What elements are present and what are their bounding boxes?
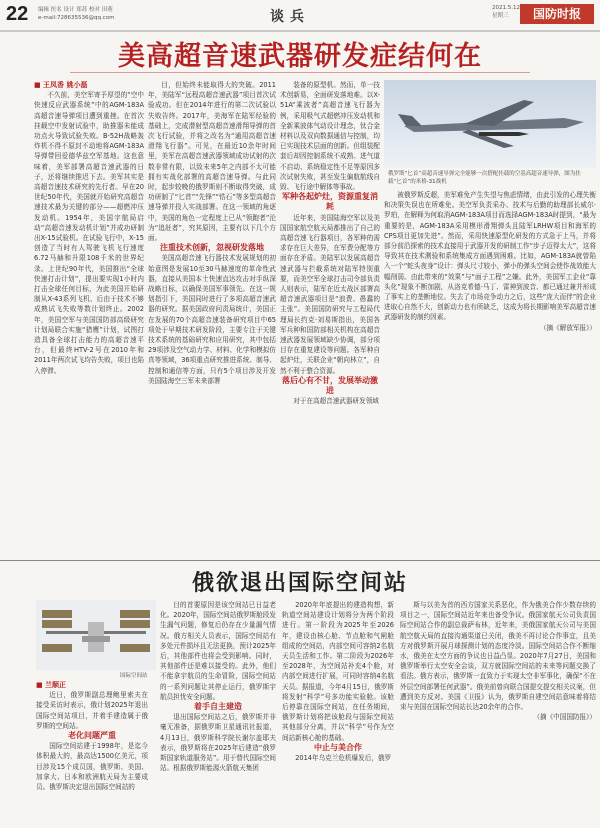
article2-column-1 (36, 680, 148, 820)
article1-column-4 (384, 190, 596, 560)
article2-column-4 (400, 600, 596, 822)
article1-text-3a: 装备的原型机。然而，单一技术创新易，全面研发落地难。以X-51A“乘波者”高超音速飞行器为例，采用吸气式超燃冲压发动机和全新乘波体气动设计理念，钛合金材料以及双向数据通信与控制，均已实现技术层面的创新。但组装配套后却因控制系统不成熟、进气道不启动、系统稳定性不足等原因多次试射失败，甚至发生偏航航线自毁、飞行途中解体等事故。 (280, 81, 380, 192)
masthead (0, 0, 600, 32)
iss-caption: 国际空间站 (120, 673, 148, 679)
jet-illustration-icon (384, 80, 596, 168)
article1-text-2b: 美国高超音速飞行器技术发展规划的初始意图是发展10至30马赫速度的革命性武器，直接从美国本土快速直达攻击对手纵深战略目标，以确保美国军事领先。在这一规划指引下，美国同时进行了多项高超音速武器的研究。据美国政府问责局统计，美国正在发展的70个高超音速装备研究项目中65项处于早期技术研发阶段，主要专注于关键技术系统的基础研究和应用研究，其中包括29项涉及空气动力学、材料、化学和模拟仿真等领域，36项重点研究推进系统、制导、控制和通信等方面，只有5个项目涉及开发美国陆海空三军未来部署 (148, 254, 276, 385)
email-line: e-mail:728635536@qq.com (38, 15, 115, 21)
article1-subhead-2: 军种各起炉灶，资源重复消耗 (282, 192, 378, 212)
article1-headline: 美高超音速武器研发症结何在 (118, 41, 482, 72)
article1-column-1 (34, 80, 144, 554)
editor-line: 编辑 医名 设计 郑苏 校对 田萌 (38, 7, 113, 13)
mig31-photo (384, 80, 596, 168)
article2-text-3: 2020年年底提出的建造构想，新轨道空间站建设计划将分为两个阶段进行。第一阶段为2025年至2026年，建设由核心舱、节点舱和气闸舱组成的空间站，内部空间可容纳2名航天员生活和工作。第二阶段为2026年至2028年，为空间站补充4个舱，对内部空间进行扩展，可同时容纳4名航天员。据报道，今年4月15日，俄罗斯将发射“科学”号多功能实验舱。该舱后停靠在国际空间站，在任务期间，俄罗斯计划将把该舱段与国际空间站其他部分分离，并以“科学”号作为空间站新核心舱的基础。 (282, 601, 394, 742)
article2-text-4: 斯与以美为首的西方国家关系恶化，作为俄美合作少数存续的项目之一，国际空间站近年来也备受争议。俄国家航天公司负责国际空间站合作的副总裁萨布林，近年来，美俄国家航天公司与美国航空航天局的直接沟通渠道已关闭，俄美不再讨论合作事宜，且美方对俄罗斯开展月球探测计划的态度冷淡。国际空间站合作不断缩水，俄美在太空方面的争议也日益凸显。2020年7月27日，美国和俄罗斯举行太空安全会谈，双方就国际空间站的未来等问题交换了看法。俄方表示，俄罗斯一直致力于实现太空非军事化，确保“不在外层空间部署任何武器”。俄美前曾向联合国提交提交相关议案，但遭到美方反对。美国《卫报》认为，俄罗斯自建空间站意味着将结束与美国在国际空间站长达20余年的合作。 (400, 601, 596, 712)
article2-text-2: 目的首要原因是该空间站已日益老化。2020年，国际空间站俄罗斯舱段发生漏气问题，修复后仍存在少量漏气情况。俄方相关人员表示，国际空间站有多处元件损坏且无法更换，预计2025年后，其他部件也将会受到影响。同时，其他部件还是难以接受的。此外，他们不能拿宇航员的生命冒险，国际空间站的一系列问题让其停止运行，俄罗斯宇航员担忧安全问题。 (160, 601, 276, 701)
article2-text-3b: 2014年乌克兰危机爆发后，俄罗 (295, 754, 392, 763)
section-title: 谈兵 (270, 9, 310, 25)
article2-subhead-1: 老化问题严重 (68, 731, 116, 741)
article2-column-3 (282, 600, 394, 822)
date-value: 2021.5.12 (492, 5, 520, 11)
article1-text-1: 不久前，美空军寄予厚望的“空中快速反应武器系统”中的AGM-183A高超音速导弹项目遭到重挫。在首次挂载空中发射试验中，助推器未能成功点火导致试验失败。B-52H战略轰炸机不得不原封不动地将AGM-183A导弹带回爱德华兹空军基地。这也意味着，美军部署高超音速武器的日子，还将继续推迟下去。美军其实是高超音速技术研究的先行者。早在20世纪50年代，美国就开始研究高超音速技术最为关键的部分——超燃冲压发动机。1954年，美国宇航局启动“高超音速发动机计划”并成功研制出X-15试验机。在试验飞行中，X-15创造了当时有人驾驶飞机飞行速度6.72马赫和升限108千米的世界纪录。上世纪90年代，美国推出“全球快速打击计划”，提出要实现1小时内打击全球任何目标，为此美国开始研制从X-43系列飞机、后由于技术不够成熟试飞失败等数计划终止。2002年，美国空军与美国国防部高级研究计划局联合实施“猎鹰”计划，试图打造具备全球打击能力的高超音速平台，但最终HTV-2号在2010年和2011年两次试飞均告失败，项目也陷入停滞。 (34, 91, 144, 375)
headline-divider (70, 72, 530, 73)
page-number: 22 (6, 3, 29, 25)
article2-byline: ■ 兰顺正 (36, 681, 67, 689)
article1-source: （摘《解放军报》） (539, 323, 596, 332)
weekday-value: 星期三 (492, 13, 509, 19)
iss-photo (36, 600, 156, 670)
article1-text-4: 被俄罗斯反超，美军难免产生失望与焦虑情绪，由此引发的心理失衡和决策失误也在所难免。美空军负责采办、技术与后勤的助理部长威尔·罗珀，在解释为何取消AGM-183A项目而选择AGM-183A时提到，“最为重要的是，AGM-183A采用模形滑翔弹头且陆军LRHW项目和海军的CPS项目更加先进”。然而，采用快速原型化研发的方式急于上马，并将部分前沿探索的技术直接用于武器开发的研制工作“步子迈得太大”，这将导致其在技术测验和系统集成方面遇到困难。比如，AGM-183A就曾陷入一个“蛇头夜身”设计：弹头尺寸较小，弹小的弹头空间会使作战效能大幅削弱。由此带来的“效果”与“面子工程”之嫌。此外，美国军工企业“靠头化”现象不断加剧，从洛克希德·马丁、雷神到波音、都已通过兼并形成了事实上的垄断地位。失去了市场竞争动力之后，这些“庞大而伴”的企业进取心自然不大，创新动力也有所缺乏，这成为将长期影响美军高超音速武器研发的制约因素。 (384, 191, 596, 322)
section-divider (0, 560, 600, 561)
article1-subhead-3: 落后心有不甘，发展举动激进 (282, 375, 378, 396)
article1-text-3c: 对于在高超音速武器研发领域 (293, 397, 379, 406)
space-station-icon (36, 600, 156, 670)
article2-text-2b: 退出国际空间站之后，俄罗斯并非毫无准备，据俄罗斯卫星通讯社报道，4月13日，俄罗斯科学院长谢尔盖耶夫表示，俄罗斯将在2025年后建造“俄罗斯国家轨道服务站”。用于替代国际空间站。根据俄罗斯能源火箭航天集团 (160, 713, 276, 773)
issue-date (492, 4, 520, 20)
article2-headline: 俄欲退出国际空间站 (191, 570, 408, 596)
article2-text-1b: 国际空间站建于1998年，是迄今体积最大的，最高达1500亿美元，项目涉及15个成员国，俄罗斯、美国、加拿大、日本和欧洲航天局为主要成员。俄罗斯决定退出国际空间站的 (36, 742, 148, 792)
article1-byline: ■ 王凤香 姚小磊 (34, 81, 88, 89)
article2-source: （摘《中国国防报》） (533, 713, 596, 722)
article2-column-2 (160, 600, 276, 822)
article1-subhead-1: 注重技术创新，忽视研发落地 (160, 243, 264, 253)
mig31-caption: 俄罗斯“匕首”高超音速导弹完全能够一次搭配挂载的空基高超音速导弹，图为挂载“匕首”的米格-31战机 (388, 171, 581, 185)
article2-subhead-2: 着手自主建造 (194, 702, 242, 712)
article1-column-2 (148, 80, 276, 554)
newspaper-logo: 国防时报 (520, 4, 594, 24)
article1-text-3b: 近年来，美国陆海空军以及美国国家航空航天局都推出了自己的高超音速飞行器项目，各军种的需求存在巨大差异，在军费分配等方面存在矛盾。美陆军以发展高超音速武器与拦截系统对陆军特别重要，而美空军全球打击司令部负责人则表示，陆军在近太战区部署高超音速武器项目是“浪费、愚蠢的主张”。美国国防研究与工程局代理局长约克·刘易斯指出，美国各军兵种和国防部相关机构在高超音速武器发展领域缺少协调，部分项目存在重复建设等问题。各军种自起炉灶，关联企业“朝向林立”，自然不利于整合资源。 (280, 213, 380, 375)
article1-column-3 (280, 80, 380, 554)
editor-credits (38, 6, 114, 22)
article1-text-2: 目，但始终未能取得大的突破。2011年，美陆军“远程高超音速武器”项目首次试验成功。但在2014年进行的第二次试验以失败告终。2017年，美海军在陆军经验的基础上，完成潜射型高超音速滑翔导弹的首次飞行试验，并将之改名为“通用高超音速滑翔飞行器”。可见，在最近10余年时间里，美军在高超音速武器领域成功试射的次数非常有限，以致未来5年之内部不太可能拥有实战化部署的高超音速导弹。与此同时，起步较晚的俄罗斯则不断取得突破，成功研制了“匕首”“先锋”“锆石”等多型高超音速导弹并投入实战部署。在这一领域的角逐中，美国的角色一定程度上已从“领跑者”沦为“追赶者”，究其原因，主要有以下几个方面。 (148, 81, 276, 243)
article2-text-1: 近日，俄罗斯副总理鲍里索夫在接受采访时表示，俄计划2025年退出国际空间站项目，并着手建造属于俄罗斯的空间站。 (36, 691, 148, 730)
article2-subhead-3: 中止与美合作 (314, 742, 362, 752)
